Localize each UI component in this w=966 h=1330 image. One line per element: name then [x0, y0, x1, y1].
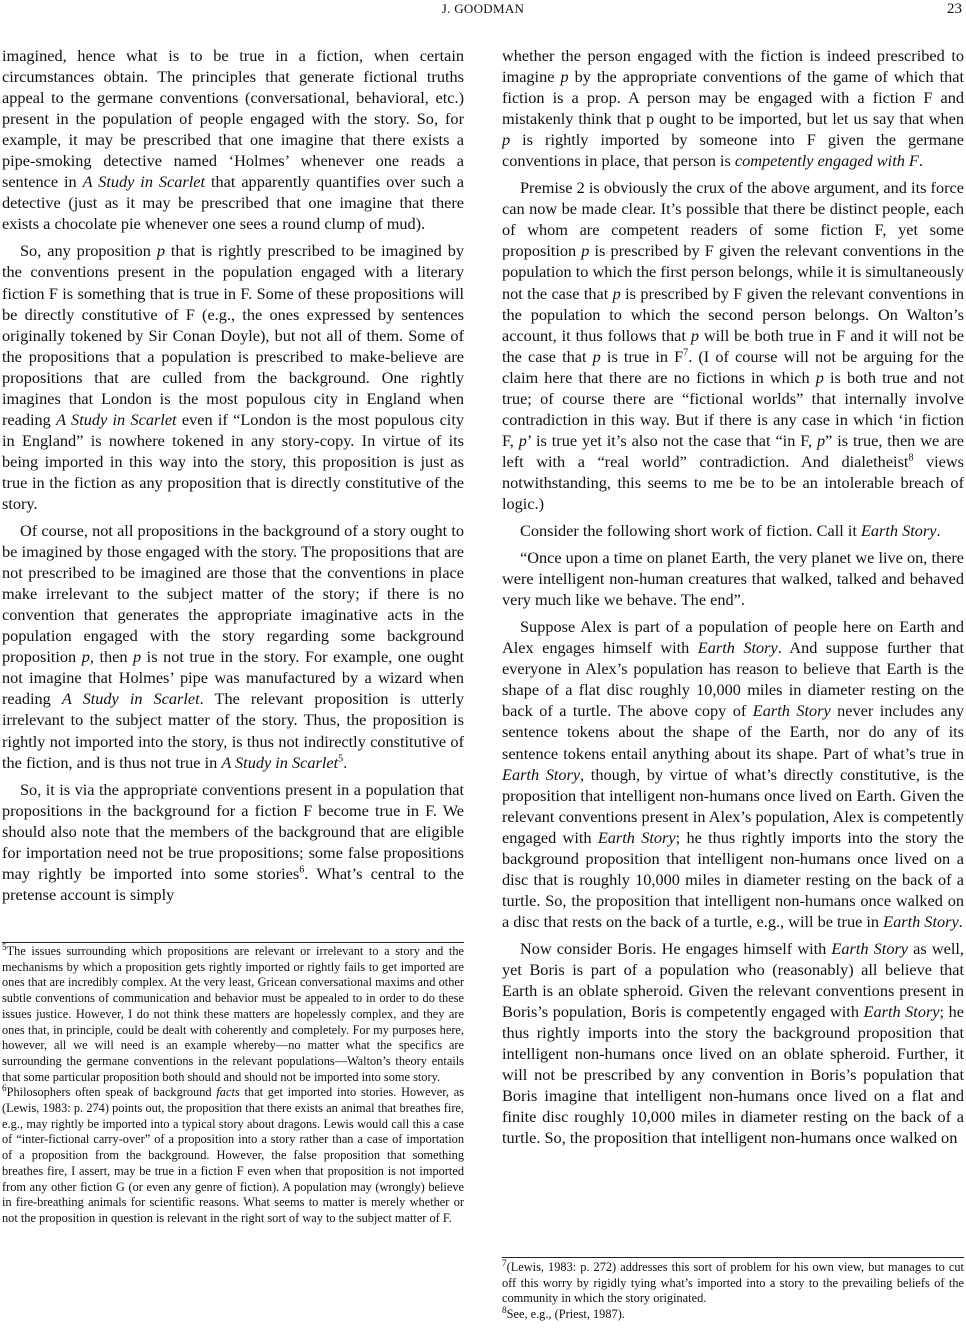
footnote-rule-right [502, 1257, 964, 1258]
footnote-5: $^5$The issues surrounding which propositions are relevant or irrelevant to a story and the mechanisms by which a proposition gets rightly imported or rightly fails to get imported are ones that are incredibly complex. At the very least, Gricean conversational maxims and other subtle conventions of communication and behavior must be appealed to in order to do these issues justice. However, I do not think these matters are hopelessly complex, and they are ones that, in principle, could be dealt with coherently and completely. For my purposes here, however, all we will need is an example whereby—no matter what the specifics are surrounding the germane conventions in the relevant populations—Walton’s theory entails that some particular proposition both should and should not be imported into some story. [2, 942, 464, 1084]
left-paragraph-1: imagined, hence what is to be true in a fiction, when certain circumstances obtain. The principles that generate fictional truths appeal to the germane conventions (conversational, behavioral, etc.) present in the population of people engaged with the story. So, for example, it may be prescribed that one imagine that there exists a pipe-smoking detective named ‘Holmes’ whenever one reads a sentence in A Study in Scarlet that apparently quantifies over such a detective (just as it may be prescribed that one imagine that there exists a chocolate pie whenever one sees a round clump of mud). [2, 46, 464, 234]
footnote-6: $^6$Philosophers often speak of background facts that get imported into stories. However, as (Lewis, 1983: p. 274) points out, the proposition that there exists an animal that breathes fire, e.g., may rightly be imported into a typical story about dragons. Lewis would call this a case of “inter-fictional carry-over” of a proposition into a story rather than a case of importation of a proposition from the background. However, the false proposition that something breathes fire, I assert, may be true in a fiction F even when that proposition is not imported from any other fiction G (or even any genre of fiction). A population may (wrongly) believe in fire-breathing animals for scientific reasons. What seems to matter is merely whether or not the proposition in question is relevant in the right sort of way to the subject matter of F. [2, 1084, 465, 1225]
left-paragraph-3: Of course, not all propositions in the background of a story ought to be imagined by those engaged with the story. The propositions that are not prescribed to be imagined are those that the conventions in place make irrelevant to the subject matter of the story; if there is no convention that generates the appropriate imaginative acts in the population engaged with the story regarding some background proposition p, then p is not true in the story. For example, one ought not imagine that Holmes’ pipe was manufactured by a wizard when reading A Study in Scarlet. The relevant proposition is utterly irrelevant to the subject matter of the story. Thus, the proposition is rightly not imported into the story, is thus not indirectly constitutive of the fiction, and is thus not true in A Study in Scarlet$^5$. [2, 521, 465, 772]
right-footnotes [502, 1260, 964, 1323]
right-paragraph-6: Now consider Boris. He engages himself with Earth Story as well, yet Boris is part of a population who (reasonably) all believe that Earth is an oblate spheroid. Given the relevant conventions present in Boris’s population, Boris is competently engaged with Earth Story; he thus rightly imports into the story the background proposition that intelligent non-humans once lived on an oblate spheroid. Further, it will not be prescribed by any convention in Boris’s population that Boris imagine that intelligent non-humans once lived on a flat and finite disc roughly 10,000 miles in diameter resting on the back of a turtle. So, the proposition that intelligent non-humans once walked on [502, 938, 964, 1148]
right-paragraph-2: Premise 2 is obviously the crux of the above argument, and its force can now be made clear. It’s possible that there be distinct people, each of whom are competent readers of some fiction F, yet some proposition p is prescribed by F given the relevant conventions in the population to which the first person belongs, while it is simultaneously not the case that p is prescribed by F given the relevant conventions in the population to which the second person belongs. On Walton’s account, it thus follows that p will be both true in F and it will not be the case that p is true in $F^7$. (I of course will not be arguing for the claim here that there are no fictions in which p is both true and not true; of course there are “fictional worlds” that internally involve contradiction in this way. But if there is any case in which ‘in fiction F, p’ is true yet it’s also not the case that “in F, p” is true, then we are left with a “real world” contradiction. And dialetheist$^8$ views notwithstanding, this seems to me be to be an intolerable breach of logic.) [502, 178, 965, 513]
right-paragraph-1: whether the person engaged with the fiction is indeed prescribed to imagine p by the appropriate conventions of the game of which that fiction is a prop. A person may be engaged with a fiction F and mistakenly think that p ought to be imported, but let us say that when p is rightly imported by someone into F given the germane conventions in place, that person is competently engaged with F. [502, 46, 965, 171]
right-paragraph-5: Suppose Alex is part of a population of people here on Earth and Alex engages himself with Earth Story. And suppose further that everyone in Alex’s population has reason to believe that Earth is the shape of a flat disc roughly 10,000 miles in diameter resting on the back of a turtle. The above copy of Earth Story never includes any sentence tokens about the shape of the Earth, nor do any of its sentence tokens entail anything about its shape. Part of what’s true in Earth Story, though, by virtue of what’s directly constitutive, is the proposition that intelligent non-humans once lived on Earth. Given the relevant conventions present in Alex’s population, Alex is competently engaged with Earth Story; he thus rightly imports into the story the background proposition that intelligent non-humans once lived on a disc that is roughly 10,000 miles in diameter resting on the back of a turtle. So, the proposition that intelligent non-humans once walked on a disc that rests on the back of a turtle, e.g., will be true in Earth Story. [502, 617, 965, 931]
right-paragraph-4: “Once upon a time on planet Earth, the very planet we live on, there were intelligent non-human creatures that walked, talked and behaved very much like we behave. The end”. [502, 548, 964, 610]
footnote-8: $^8$See, e.g., (Priest, 1987). [502, 1306, 625, 1322]
running-head-author: J. GOODMAN [441, 1, 525, 16]
running-head [0, 0, 966, 22]
left-column [2, 45, 464, 905]
page-number: 23 [947, 1, 962, 17]
left-footnotes [2, 944, 464, 1227]
left-paragraph-4: So, it is via the appropriate conventions present in a population that propositions in the background for a fiction F become true in F. We should also note that the members of the background that are eligible for importation need not be true propositions; some false propositions may rightly be imported into some stories$^6$. What’s central to the pretense account is simply [2, 779, 464, 904]
footnote-rule-left [2, 942, 464, 943]
right-column [502, 45, 964, 1148]
footnote-7: $^7$(Lewis, 1983: p. 272) addresses this sort of problem for his own view, but manages to cut off this worry by rigidly tying what’s imported into a story to the prevailing beliefs of the community in which the story originated. [502, 1258, 964, 1306]
right-paragraph-3: Consider the following short work of fiction. Call it Earth Story. [520, 521, 941, 541]
left-paragraph-2: So, any proposition p that is rightly prescribed to be imagined by the conventions present in the population engaged with a literary fiction F is something that is true in F. Some of these propositions will be directly constitutive of F (e.g., the ones expressed by sentences originally tokened by Sir Conan Doyle), but not all of them. Some of the propositions that a population is prescribed to make-believe are propositions that are culled from the background. One rightly imagines that London is the most populous city in England when reading A Study in Scarlet even if “London is the most populous city in England” is nowhere tokened in any story-copy. In virtue of its being imported in this way into the story, this proposition is just as true in the fiction as any proposition that is directly constitutive of the story. [2, 241, 464, 513]
